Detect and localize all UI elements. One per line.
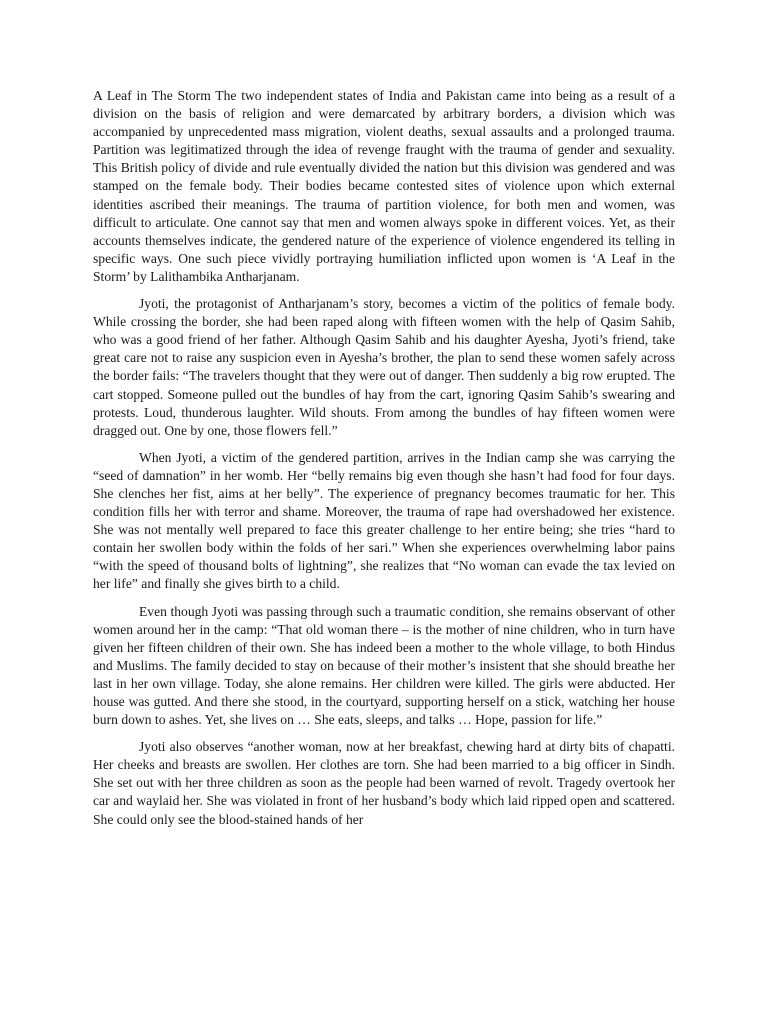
document-page (93, 87, 675, 838)
paragraph-another-woman: Jyoti also observes “another woman, now at her breakfast, chewing hard at dirty bits of chapatti. Her cheeks and breasts are swollen. Her clothes are torn. She had been married to a big officer in Sindh. She set out with her three children as soon as the people had been warned of revolt. Tragedy overtook her car and waylaid her. She was violated in front of her husband’s body which laid ripped open and scattered. She could only see the blood-stained hands of her (93, 739, 675, 827)
paragraph-old-woman: Even though Jyoti was passing through such a traumatic condition, she remains observant of other women around her in the camp: “That old woman there – is the mother of nine children, who in turn have given her fifteen children of their own. She has indeed been a mother to the whole village, to both Hindus and Muslims. The family decided to stay on because of their mother’s insistent that she should breathe her last in her own village. Today, she alone remains. Her children were killed. The girls were abducted. Her house was gutted. And there she stood, in the courtyard, supporting herself on a stick, watching her house burn down to ashes. Yet, she lives on … She eats, sleeps, and talks … Hope, passion for life.” (93, 603, 675, 728)
paragraph-indian-camp: When Jyoti, a victim of the gendered partition, arrives in the Indian camp she was carrying the “seed of damnation” in her womb. Her “belly remains big even though she hasn’t had food for four days. She clenches her fist, aims at her belly”. The experience of pregnancy becomes traumatic for her. This condition fills her with terror and shame. Moreover, the trauma of rape had overshadowed her existence. She was not mentally well prepared to face this greater challenge to her entire being; she tries “hard to contain her swollen body within the folds of her sari.” When she experiences overwhelming labor pains “with the speed of thousand bolts of lightning”, she realizes that “No woman can evade the tax levied on her life” and finally she gives birth to a child. (93, 449, 675, 592)
paragraph-intro: A Leaf in The Storm The two independent states of India and Pakistan came into being as a result of a division on the basis of religion and were demarcated by arbitrary borders, a division which was accompanied by unprecedented mass migration, violent deaths, sexual assaults and a prolonged trauma. Partition was legitimatized through the idea of revenge fraught with the trauma of gender and sexuality. This British policy of divide and rule eventually divided the nation but this division was gendered and was stamped on the female body. Their bodies became contested sites of violence upon which external identities ascribed their meanings. The trauma of partition violence, for both men and women, was difficult to articulate. One cannot say that men and women always spoke in different voices. Yet, as their accounts themselves indicate, the gendered nature of the experience of violence engendered its telling in specific ways. One such piece vividly portraying humiliation inflicted upon women is ‘A Leaf in the Storm’ by Lalithambika Antharjanam. (93, 88, 675, 284)
paragraph-jyoti-protagonist: Jyoti, the protagonist of Antharjanam’s story, becomes a victim of the politics of female body. While crossing the border, she had been raped along with fifteen women with the help of Qasim Sahib, who was a good friend of her father. Although Qasim Sahib and his daughter Ayesha, Jyoti’s friend, take great care not to raise any suspicion even in Ayesha’s brother, the plan to send these women safely across the border fails: “The travelers thought that they were out of danger. Then suddenly a big row erupted. The cart stopped. Someone pulled out the bundles of hay from the cart, ignoring Qasim Sahib’s swearing and protests. Loud, thunderous laughter. Wild shouts. From among the bundles of hay fifteen women were dragged out. One by one, those flowers fell.” (93, 296, 675, 438)
